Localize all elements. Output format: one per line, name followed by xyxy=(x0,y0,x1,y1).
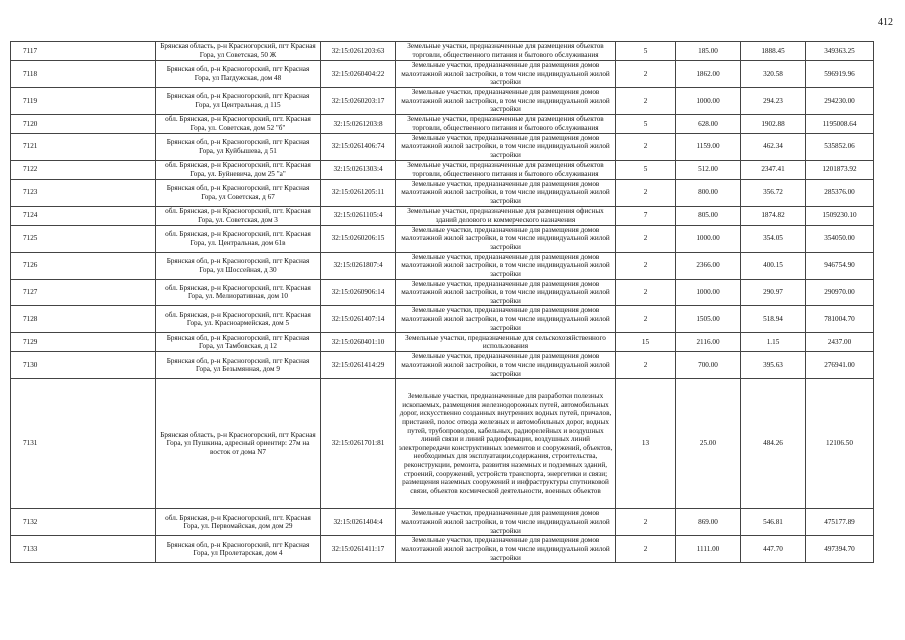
cadastral-number-cell: 32:15:0261411:17 xyxy=(321,536,396,563)
cadastral-value-cell: 535852.06 xyxy=(806,133,874,160)
cadastral-value-cell: 349363.25 xyxy=(806,42,874,61)
row-number: 7124 xyxy=(11,206,156,225)
group-number-cell: 2 xyxy=(616,179,676,206)
table-row xyxy=(11,42,874,61)
row-number: 7117 xyxy=(11,42,156,61)
area-cell: 1111.00 xyxy=(676,536,741,563)
table-body xyxy=(11,42,874,563)
row-number: 7123 xyxy=(11,179,156,206)
specific-value-cell: 395.63 xyxy=(741,352,806,379)
address-cell: Брянская обл, р-н Красногорский, пгт Красная Гора, ул Центральная, д 115 xyxy=(156,87,321,114)
land-use-cell: Земельные участки, предназначенные для размещения домов малоэтажной жилой застройки, в том числе индивидуальной жилой застройки xyxy=(396,133,616,160)
area-cell: 1505.00 xyxy=(676,306,741,333)
address-cell: обл. Брянская, р-н Красногорский, пгт. Красная Гора, ул. Буйневича, дом 25 "а" xyxy=(156,160,321,179)
address-cell: обл. Брянская, р-н Красногорский, пгт. Красная Гора, ул. Первомайская, дом дом 29 xyxy=(156,509,321,536)
cadastral-number-cell: 32:15:0260206:15 xyxy=(321,225,396,252)
cadastral-value-cell: 12106.50 xyxy=(806,379,874,509)
land-use-cell: Земельные участки, предназначенные для размещения объектов торговли, общественного питания и бытового обслуживания xyxy=(396,160,616,179)
cadastral-value-cell: 781004.70 xyxy=(806,306,874,333)
table-row xyxy=(11,87,874,114)
table-row xyxy=(11,306,874,333)
area-cell: 1000.00 xyxy=(676,225,741,252)
area-cell: 628.00 xyxy=(676,114,741,133)
land-use-cell: Земельные участки, предназначенные для размещения домов малоэтажной жилой застройки, в том числе индивидуальной жилой застройки xyxy=(396,279,616,306)
row-number: 7131 xyxy=(11,379,156,509)
cadastral-number-cell: 32:15:0260404:22 xyxy=(321,61,396,88)
specific-value-cell: 1888.45 xyxy=(741,42,806,61)
area-cell: 700.00 xyxy=(676,352,741,379)
cadastral-value-cell: 294230.00 xyxy=(806,87,874,114)
cadastral-value-cell: 946754.90 xyxy=(806,252,874,279)
specific-value-cell: 462.34 xyxy=(741,133,806,160)
group-number-cell: 13 xyxy=(616,379,676,509)
land-use-cell: Земельные участки, предназначенные для размещения домов малоэтажной жилой застройки, в том числе индивидуальной жилой застройки xyxy=(396,87,616,114)
area-cell: 1000.00 xyxy=(676,279,741,306)
land-use-cell: Земельные участки, предназначенные для размещения объектов торговли, общественного питания и бытового обслуживания xyxy=(396,114,616,133)
address-cell: обл. Брянская, р-н Красногорский, пгт. Красная Гора, ул. Красноармейская, дом 5 xyxy=(156,306,321,333)
land-use-cell: Земельные участки, предназначенные для размещения домов малоэтажной жилой застройки, в том числе индивидуальной жилой застройки xyxy=(396,61,616,88)
row-number: 7120 xyxy=(11,114,156,133)
group-number-cell: 2 xyxy=(616,87,676,114)
land-use-cell: Земельные участки, предназначенные для разработки полезных ископаемых, размещения железнодорожных путей, автомобильных дорог, искусственно созданных внутренних водных путей, причалов, пристаней, полос отвода железных и автомобильных дорог, водных путей, трубопроводов, кабельных, радиорелейных и воздушных линий связи и линий радиофикации, воздушных линий электропередачи конструктивных элементов и сооружений, объектов, необходимых для эксплуатации,содержания, строительства, реконструкции, ремонта, развития наземных и подземных зданий, строений, сооружений, устройств транспорта, энергетики и связи; размещения наземных сооружений и инфраструктуры спутниковой связи, объектов космической деятельности, военных объектов xyxy=(396,379,616,509)
area-cell: 1000.00 xyxy=(676,87,741,114)
cadastral-value-cell: 475177.89 xyxy=(806,509,874,536)
row-number: 7126 xyxy=(11,252,156,279)
cadastral-value-cell: 596919.96 xyxy=(806,61,874,88)
area-cell: 185.00 xyxy=(676,42,741,61)
land-use-cell: Земельные участки, предназначенные для размещения домов малоэтажной жилой застройки, в том числе индивидуальной жилой застройки xyxy=(396,536,616,563)
table-row xyxy=(11,279,874,306)
area-cell: 1862.00 xyxy=(676,61,741,88)
table-row xyxy=(11,252,874,279)
cadastral-number-cell: 32:15:0261203:8 xyxy=(321,114,396,133)
address-cell: Брянская обл, р-н Красногорский, пгт Красная Гора, ул Советская, д 67 xyxy=(156,179,321,206)
cadastral-value-cell: 276941.00 xyxy=(806,352,874,379)
specific-value-cell: 546.81 xyxy=(741,509,806,536)
table-row xyxy=(11,133,874,160)
row-number: 7122 xyxy=(11,160,156,179)
cadastral-value-cell: 285376.00 xyxy=(806,179,874,206)
specific-value-cell: 400.15 xyxy=(741,252,806,279)
table-row xyxy=(11,352,874,379)
address-cell: Брянская область, р-н Красногорский, пгт Красная Гора, ул Советская, 50 Ж xyxy=(156,42,321,61)
land-use-cell: Земельные участки, предназначенные для размещения домов малоэтажной жилой застройки, в том числе индивидуальной жилой застройки xyxy=(396,252,616,279)
specific-value-cell: 484.26 xyxy=(741,379,806,509)
specific-value-cell: 1874.82 xyxy=(741,206,806,225)
row-number: 7121 xyxy=(11,133,156,160)
cadastral-number-cell: 32:15:0261303:4 xyxy=(321,160,396,179)
area-cell: 1159.00 xyxy=(676,133,741,160)
row-number: 7133 xyxy=(11,536,156,563)
row-number: 7129 xyxy=(11,333,156,352)
group-number-cell: 2 xyxy=(616,279,676,306)
land-use-cell: Земельные участки, предназначенные для размещения домов малоэтажной жилой застройки, в том числе индивидуальной жилой застройки xyxy=(396,179,616,206)
area-cell: 512.00 xyxy=(676,160,741,179)
specific-value-cell: 294.23 xyxy=(741,87,806,114)
specific-value-cell: 447.70 xyxy=(741,536,806,563)
cadastral-number-cell: 32:15:0261406:74 xyxy=(321,133,396,160)
cadastral-value-cell: 290970.00 xyxy=(806,279,874,306)
specific-value-cell: 1902.88 xyxy=(741,114,806,133)
row-number: 7128 xyxy=(11,306,156,333)
table-row xyxy=(11,379,874,509)
address-cell: обл. Брянская, р-н Красногорский, пгт. Красная Гора, ул. Советская, дом 52 "б" xyxy=(156,114,321,133)
group-number-cell: 2 xyxy=(616,352,676,379)
table-row xyxy=(11,61,874,88)
address-cell: Брянская обл, р-н Красногорский, пгт Красная Гора, ул Куйбышева, д 51 xyxy=(156,133,321,160)
group-number-cell: 5 xyxy=(616,160,676,179)
group-number-cell: 2 xyxy=(616,509,676,536)
specific-value-cell: 290.97 xyxy=(741,279,806,306)
table-row xyxy=(11,206,874,225)
area-cell: 2366.00 xyxy=(676,252,741,279)
cadastral-number-cell: 32:15:0261414:29 xyxy=(321,352,396,379)
table-row xyxy=(11,536,874,563)
table-row xyxy=(11,114,874,133)
group-number-cell: 2 xyxy=(616,133,676,160)
specific-value-cell: 2347.41 xyxy=(741,160,806,179)
cadastral-value-table xyxy=(10,41,874,563)
group-number-cell: 2 xyxy=(616,252,676,279)
cadastral-number-cell: 32:15:0260203:17 xyxy=(321,87,396,114)
address-cell: Брянская обл, р-н Красногорский, пгт Красная Гора, ул Пролетарская, дом 4 xyxy=(156,536,321,563)
group-number-cell: 15 xyxy=(616,333,676,352)
row-number: 7130 xyxy=(11,352,156,379)
group-number-cell: 2 xyxy=(616,225,676,252)
cadastral-value-cell: 1201873.92 xyxy=(806,160,874,179)
table-row xyxy=(11,160,874,179)
row-number: 7119 xyxy=(11,87,156,114)
land-use-cell: Земельные участки, предназначенные для размещения домов малоэтажной жилой застройки, в том числе индивидуальной жилой застройки xyxy=(396,352,616,379)
cadastral-value-cell: 497394.70 xyxy=(806,536,874,563)
cadastral-number-cell: 32:15:0260906:14 xyxy=(321,279,396,306)
cadastral-number-cell: 32:15:0261203:63 xyxy=(321,42,396,61)
address-cell: Брянская обл, р-н Красногорский, пгт Красная Гора, ул Шоссейная, д 30 xyxy=(156,252,321,279)
table-row xyxy=(11,333,874,352)
cadastral-number-cell: 32:15:0261404:4 xyxy=(321,509,396,536)
specific-value-cell: 518.94 xyxy=(741,306,806,333)
row-number: 7132 xyxy=(11,509,156,536)
land-use-cell: Земельные участки, предназначенные для размещения домов малоэтажной жилой застройки, в том числе индивидуальной жилой застройки xyxy=(396,509,616,536)
area-cell: 2116.00 xyxy=(676,333,741,352)
cadastral-number-cell: 32:15:0260401:10 xyxy=(321,333,396,352)
address-cell: обл. Брянская, р-н Красногорский, пгт. Красная Гора, ул. Центральная, дом 61в xyxy=(156,225,321,252)
cadastral-number-cell: 32:15:0261807:4 xyxy=(321,252,396,279)
address-cell: обл. Брянская, р-н Красногорский, пгт. Красная Гора, ул. Советская, дом 3 xyxy=(156,206,321,225)
area-cell: 25.00 xyxy=(676,379,741,509)
area-cell: 805.00 xyxy=(676,206,741,225)
row-number: 7118 xyxy=(11,61,156,88)
specific-value-cell: 320.58 xyxy=(741,61,806,88)
cadastral-number-cell: 32:15:0261407:14 xyxy=(321,306,396,333)
specific-value-cell: 1.15 xyxy=(741,333,806,352)
row-number: 7127 xyxy=(11,279,156,306)
area-cell: 800.00 xyxy=(676,179,741,206)
cadastral-value-cell: 354050.00 xyxy=(806,225,874,252)
page-number: 412 xyxy=(878,17,893,28)
area-cell: 869.00 xyxy=(676,509,741,536)
address-cell: Брянская обл, р-н Красногорский, пгт Красная Гора, ул Пагдужская, дом 48 xyxy=(156,61,321,88)
group-number-cell: 7 xyxy=(616,206,676,225)
cadastral-value-cell: 2437.00 xyxy=(806,333,874,352)
land-use-cell: Земельные участки, предназначенные для сельскохозяйственного использования xyxy=(396,333,616,352)
specific-value-cell: 356.72 xyxy=(741,179,806,206)
specific-value-cell: 354.05 xyxy=(741,225,806,252)
row-number: 7125 xyxy=(11,225,156,252)
cadastral-value-cell: 1509230.10 xyxy=(806,206,874,225)
group-number-cell: 2 xyxy=(616,536,676,563)
address-cell: Брянская обл, р-н Красногорский, пгт Красная Гора, ул Тамбовская, д 12 xyxy=(156,333,321,352)
address-cell: Брянская обл, р-н Красногорский, пгт Красная Гора, ул Безымянная, дом 9 xyxy=(156,352,321,379)
group-number-cell: 5 xyxy=(616,114,676,133)
cadastral-value-cell: 1195008.64 xyxy=(806,114,874,133)
address-cell: обл. Брянская, р-н Красногорский, пгт. Красная Гора, ул. Мелиоративная, дом 10 xyxy=(156,279,321,306)
table-row xyxy=(11,509,874,536)
land-use-cell: Земельные участки, предназначенные для размещения домов малоэтажной жилой застройки, в том числе индивидуальной жилой застройки xyxy=(396,306,616,333)
cadastral-number-cell: 32:15:0261701:81 xyxy=(321,379,396,509)
land-use-cell: Земельные участки, предназначенные для размещения домов малоэтажной жилой застройки, в том числе индивидуальной жилой застройки xyxy=(396,225,616,252)
cadastral-number-cell: 32:15:0261105:4 xyxy=(321,206,396,225)
group-number-cell: 2 xyxy=(616,306,676,333)
cadastral-number-cell: 32:15:0261205:11 xyxy=(321,179,396,206)
table-row xyxy=(11,179,874,206)
table-row xyxy=(11,225,874,252)
group-number-cell: 2 xyxy=(616,61,676,88)
group-number-cell: 5 xyxy=(616,42,676,61)
land-use-cell: Земельные участки, предназначенные для размещения офисных зданий делового и коммерческого назначения xyxy=(396,206,616,225)
land-use-cell: Земельные участки, предназначенные для размещения объектов торговли, общественного питания и бытового обслуживания xyxy=(396,42,616,61)
address-cell: Брянская область, р-н Красногорский, пгт Красная Гора, ул Пушкина, адресный ориентир: 27м на восток от дома N7 xyxy=(156,379,321,509)
